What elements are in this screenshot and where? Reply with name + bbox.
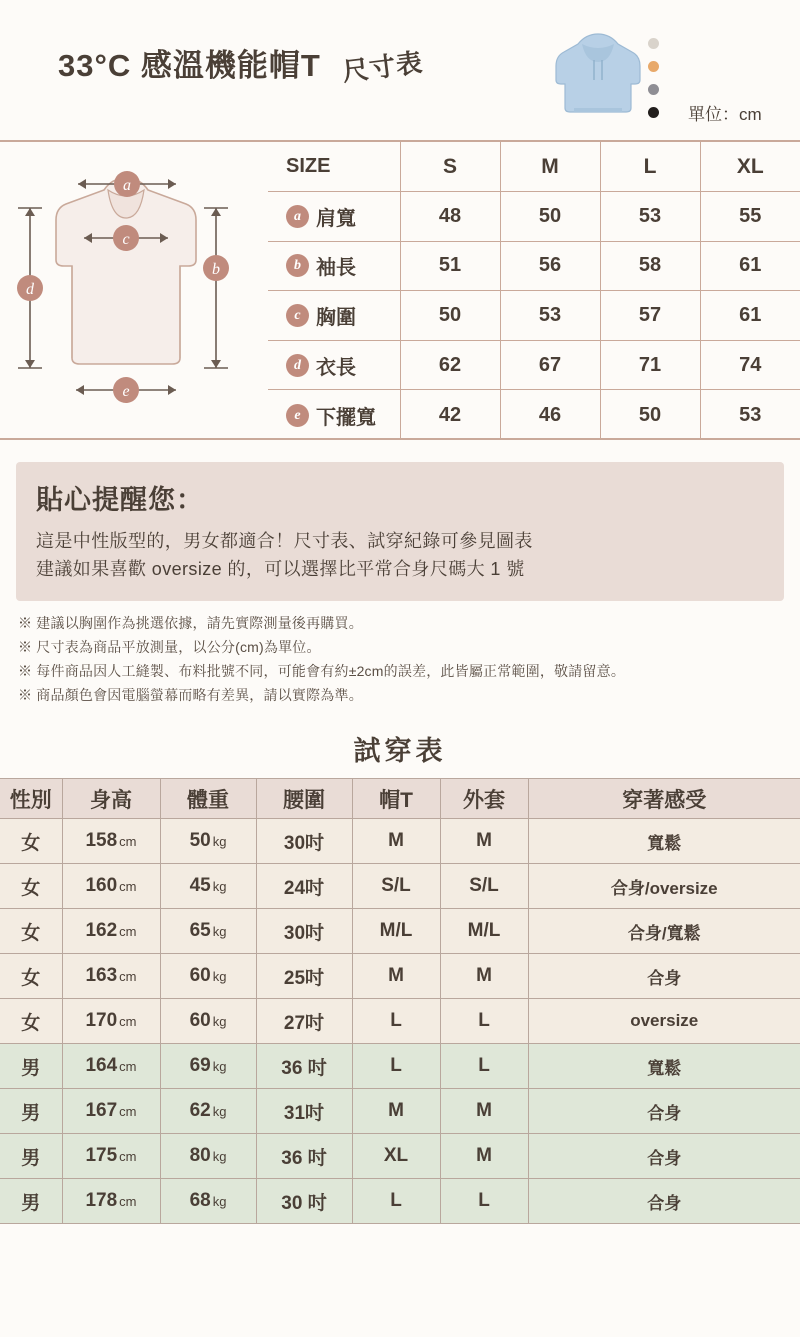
shoulder-s: 48	[400, 192, 500, 242]
table-row	[268, 390, 800, 440]
fit-weight-unit: kg	[212, 1104, 227, 1119]
table-row	[0, 1179, 800, 1224]
fit-weight-unit: kg	[212, 969, 227, 984]
size-row-label-hem	[268, 390, 400, 440]
fit-weight-unit: kg	[212, 1149, 227, 1164]
fit-height	[62, 999, 160, 1044]
fit-weight	[160, 819, 256, 864]
fit-jacket: S/L	[440, 864, 528, 909]
fit-height-value: 164	[85, 1055, 118, 1076]
fit-jacket: L	[440, 999, 528, 1044]
fit-hoodie: L	[352, 1044, 440, 1089]
fit-gender: 女	[0, 864, 62, 909]
label-shoulder: 肩寬	[316, 207, 356, 230]
fit-feeling: 寬鬆	[528, 819, 800, 864]
page-title-sub: 尺寸表	[341, 47, 426, 87]
swatch-orange	[648, 61, 659, 72]
size-row-label-sleeve	[268, 241, 400, 291]
fit-feeling: 寬鬆	[528, 1044, 800, 1089]
fit-weight	[160, 909, 256, 954]
fit-height-unit: cm	[119, 1194, 137, 1209]
fit-waist: 24吋	[256, 864, 352, 909]
fit-jacket: M	[440, 1089, 528, 1134]
fit-weight-value: 80	[189, 1145, 211, 1166]
chest-xl: 61	[700, 291, 800, 341]
fit-waist: 36 吋	[256, 1044, 352, 1089]
fit-weight-unit: kg	[212, 1014, 227, 1029]
table-row	[0, 819, 800, 864]
fit-weight-value: 65	[189, 920, 211, 941]
badge-a: a	[286, 205, 309, 228]
fit-waist: 27吋	[256, 999, 352, 1044]
fit-height	[62, 954, 160, 999]
label-hem: 下擺寬	[316, 406, 376, 429]
chest-s: 50	[400, 291, 500, 341]
swatch-grey	[648, 84, 659, 95]
fit-jacket: L	[440, 1179, 528, 1224]
fit-weight-value: 60	[189, 1010, 211, 1031]
fit-height-unit: cm	[119, 1014, 137, 1029]
fit-feeling: oversize	[528, 999, 800, 1044]
badge-e: e	[286, 404, 309, 427]
fit-waist: 25吋	[256, 954, 352, 999]
fit-height-value: 178	[85, 1190, 118, 1211]
fit-height	[62, 819, 160, 864]
fit-height-value: 163	[85, 965, 118, 986]
fit-weight-value: 45	[189, 875, 211, 896]
label-length: 衣長	[316, 356, 356, 379]
hem-xl: 53	[700, 390, 800, 440]
length-s: 62	[400, 340, 500, 390]
sleeve-s: 51	[400, 241, 500, 291]
fit-feeling: 合身	[528, 1134, 800, 1179]
fit-waist: 36 吋	[256, 1134, 352, 1179]
fit-col-feeling: 穿著感受	[528, 779, 800, 819]
fit-jacket: M/L	[440, 909, 528, 954]
fit-weight-unit: kg	[212, 879, 227, 894]
table-row	[0, 999, 800, 1044]
fit-weight-unit: kg	[212, 1059, 227, 1074]
fit-weight	[160, 1179, 256, 1224]
fit-height-value: 167	[85, 1100, 118, 1121]
fit-jacket: L	[440, 1044, 528, 1089]
fit-feeling: 合身	[528, 1179, 800, 1224]
fit-weight-unit: kg	[212, 1194, 227, 1209]
fit-hoodie: M	[352, 819, 440, 864]
fineprint-item: ※ 每件商品因人工縫製、布料批號不同，可能會有約±2cm的誤差，此皆屬正常範圍，敬請留意。	[18, 663, 626, 679]
fit-weight	[160, 1044, 256, 1089]
fit-gender: 男	[0, 1179, 62, 1224]
hem-m: 46	[500, 390, 600, 440]
table-row	[268, 192, 800, 242]
size-section	[0, 140, 800, 440]
table-row	[0, 1134, 800, 1179]
table-row	[0, 1089, 800, 1134]
svg-text:e: e	[122, 383, 130, 400]
fit-weight-unit: kg	[212, 924, 227, 939]
size-col-l: L	[600, 142, 700, 192]
fit-weight	[160, 954, 256, 999]
fitting-header-row	[0, 779, 800, 819]
fit-hoodie: M/L	[352, 909, 440, 954]
fit-weight-unit: kg	[212, 834, 227, 849]
fit-weight	[160, 864, 256, 909]
fit-height	[62, 1134, 160, 1179]
notice-box	[16, 462, 784, 601]
svg-text:b: b	[212, 261, 220, 278]
fit-height-value: 158	[85, 830, 118, 851]
svg-text:a: a	[123, 177, 131, 194]
fit-height	[62, 909, 160, 954]
fit-hoodie: L	[352, 999, 440, 1044]
fit-height-value: 175	[85, 1145, 118, 1166]
fit-col-jacket: 外套	[440, 779, 528, 819]
page-header	[0, 0, 800, 140]
fit-hoodie: XL	[352, 1134, 440, 1179]
fit-gender: 女	[0, 999, 62, 1044]
length-m: 67	[500, 340, 600, 390]
page-title	[58, 40, 426, 87]
size-table	[268, 142, 800, 440]
table-row	[0, 909, 800, 954]
fit-height	[62, 1089, 160, 1134]
fit-feeling: 合身/寬鬆	[528, 909, 800, 954]
fit-col-weight: 體重	[160, 779, 256, 819]
fit-hoodie: S/L	[352, 864, 440, 909]
fit-col-height: 身高	[62, 779, 160, 819]
fit-height	[62, 1179, 160, 1224]
chest-l: 57	[600, 291, 700, 341]
fit-weight-value: 60	[189, 965, 211, 986]
fit-weight-value: 50	[189, 830, 211, 851]
length-xl: 74	[700, 340, 800, 390]
fit-jacket: M	[440, 954, 528, 999]
size-row-label-shoulder	[268, 192, 400, 242]
badge-b: b	[286, 254, 309, 277]
fit-waist: 31吋	[256, 1089, 352, 1134]
table-row	[0, 954, 800, 999]
label-chest: 胸圍	[316, 307, 356, 330]
fit-feeling: 合身	[528, 1089, 800, 1134]
fit-gender: 女	[0, 819, 62, 864]
shoulder-l: 53	[600, 192, 700, 242]
swatch-beige	[648, 38, 659, 49]
fit-gender: 男	[0, 1089, 62, 1134]
fineprint-item: ※ 尺寸表為商品平放測量，以公分(cm)為單位。	[18, 639, 321, 655]
fit-weight-value: 68	[189, 1190, 211, 1211]
fit-feeling: 合身/oversize	[528, 864, 800, 909]
length-l: 71	[600, 340, 700, 390]
garment-measure-diagram	[0, 142, 268, 440]
fit-height-value: 160	[85, 875, 118, 896]
fit-jacket: M	[440, 1134, 528, 1179]
shoulder-xl: 55	[700, 192, 800, 242]
table-row	[0, 1044, 800, 1089]
chest-m: 53	[500, 291, 600, 341]
fit-height-unit: cm	[119, 1104, 137, 1119]
table-row	[268, 340, 800, 390]
notice-heading: 貼心提醒您：	[36, 485, 204, 515]
table-row	[268, 241, 800, 291]
fit-col-gender: 性別	[0, 779, 62, 819]
fineprint-item: ※ 商品顏色會因電腦螢幕而略有差異，請以實際為準。	[18, 687, 363, 703]
fit-height-unit: cm	[119, 879, 137, 894]
hoodie-illustration	[548, 28, 648, 116]
fit-feeling: 合身	[528, 954, 800, 999]
fineprint-item: ※ 建議以胸圍作為挑選依據，請先實際測量後再購買。	[18, 615, 363, 631]
size-col-s: S	[400, 142, 500, 192]
badge-c: c	[286, 304, 309, 327]
notice-line-2: 建議如果喜歡 oversize 的，可以選擇比平常合身尺碼大 1 號	[36, 559, 525, 579]
fineprint-list	[18, 613, 782, 705]
size-col-m: M	[500, 142, 600, 192]
label-sleeve: 袖長	[316, 257, 356, 280]
fit-jacket: M	[440, 819, 528, 864]
notice-line-1: 這是中性版型的，男女都適合！尺寸表、試穿紀錄可參見圖表	[36, 531, 533, 551]
size-row-label-chest	[268, 291, 400, 341]
fit-hoodie: L	[352, 1179, 440, 1224]
sleeve-xl: 61	[700, 241, 800, 291]
fit-height-unit: cm	[119, 834, 137, 849]
fit-col-waist: 腰圍	[256, 779, 352, 819]
hem-l: 50	[600, 390, 700, 440]
fit-col-hoodie: 帽T	[352, 779, 440, 819]
fit-height-value: 162	[85, 920, 118, 941]
fit-hoodie: M	[352, 954, 440, 999]
badge-d: d	[286, 354, 309, 377]
fit-height-value: 170	[85, 1010, 118, 1031]
fit-weight	[160, 999, 256, 1044]
size-table-header-row	[268, 142, 800, 192]
fitting-table	[0, 778, 800, 1224]
fit-gender: 女	[0, 954, 62, 999]
svg-text:c: c	[122, 231, 130, 248]
size-row-label-length	[268, 340, 400, 390]
shoulder-m: 50	[500, 192, 600, 242]
fit-height	[62, 864, 160, 909]
fit-height-unit: cm	[119, 924, 137, 939]
hem-s: 42	[400, 390, 500, 440]
size-col-size: SIZE	[268, 142, 400, 192]
fit-hoodie: M	[352, 1089, 440, 1134]
fit-height-unit: cm	[119, 1059, 137, 1074]
unit-label: 單位：cm	[688, 105, 762, 124]
fitting-title: 試穿表	[353, 736, 447, 766]
fit-height-unit: cm	[119, 1149, 137, 1164]
fit-gender: 女	[0, 909, 62, 954]
fit-height	[62, 1044, 160, 1089]
sleeve-m: 56	[500, 241, 600, 291]
fit-waist: 30吋	[256, 909, 352, 954]
fit-weight	[160, 1089, 256, 1134]
fit-weight-value: 69	[189, 1055, 211, 1076]
fit-gender: 男	[0, 1044, 62, 1089]
fit-height-unit: cm	[119, 969, 137, 984]
page-title-main: 33°C 感溫機能帽T	[58, 48, 321, 83]
swatch-black	[648, 107, 659, 118]
svg-text:d: d	[26, 281, 34, 298]
table-row	[268, 291, 800, 341]
fit-gender: 男	[0, 1134, 62, 1179]
size-col-xl: XL	[700, 142, 800, 192]
table-row	[0, 864, 800, 909]
color-swatches	[648, 38, 664, 130]
fit-weight-value: 62	[189, 1100, 211, 1121]
sleeve-l: 58	[600, 241, 700, 291]
fit-waist: 30 吋	[256, 1179, 352, 1224]
fit-weight	[160, 1134, 256, 1179]
fit-waist: 30吋	[256, 819, 352, 864]
